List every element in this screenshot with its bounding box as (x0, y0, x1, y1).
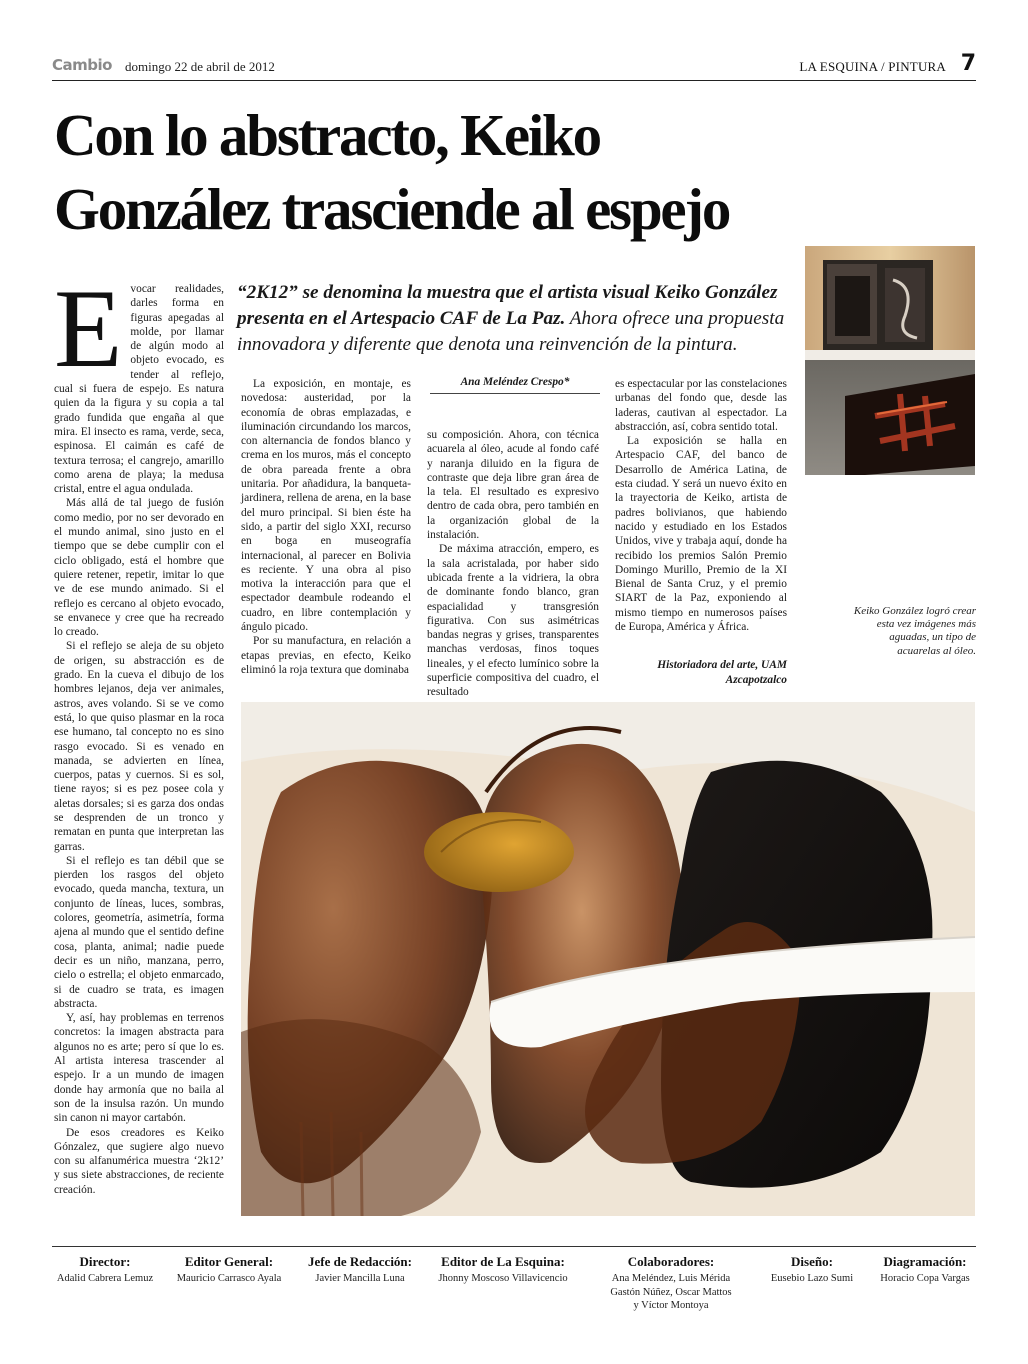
credit-names (300, 1272, 420, 1286)
headline-line-2: González trasciende al espejo (54, 176, 730, 242)
page-header (52, 51, 976, 80)
credit-names (52, 1272, 158, 1286)
signature-line-1: Historiadora del arte, UAM (657, 659, 787, 671)
lede-rest: Ahora ofrece una propuesta innovadora y diferente que denota una reinvención de la pintura. (237, 308, 785, 355)
gallery-photo-image (805, 246, 975, 475)
credit-role: Diagramación: (883, 1254, 967, 1269)
credit-role: Diseño: (791, 1254, 833, 1269)
page-number: 7 (960, 51, 976, 76)
paragraph: La exposición se halla en Artespacio CAF, del banco de Desarrollo de América Latina, de esta ciudad. Y será un nuevo éxito en la trayectoria de Keiko, artista de padres bolivianos, que habiendo nacido y estudiado en los Estados Unidos, vive y trabaja aquí, donde ha recibido los premios Salón Premio Domingo Murillo, Premio de la XI Bienal de Santa Cruz, y el premio SIART de la Paz, exponiendo al mismo tiempo en numerosos países de Europa, América y África. (615, 435, 787, 634)
credit-block (428, 1254, 578, 1286)
credit-name: Eusebio Lazo Sumi (770, 1273, 854, 1284)
credit-names (588, 1272, 754, 1313)
credit-block (168, 1254, 290, 1286)
credit-name: Gastón Núñez, Oscar Mattos (610, 1286, 732, 1298)
footer-divider (52, 1246, 976, 1247)
credit-name: Horacio Copa Vargas (880, 1273, 970, 1284)
article-lede (237, 280, 797, 358)
paragraph-text: vocar realidades, darles forma en figuras apegadas al molde, por llamar de algún modo al objeto evocado, es tender al reflejo, cual si fuera de espejo. Es natura quien da la figura y su copia a tal grado fundida que engaña al que mira. El insecto es rama, verde, seca, espinosa. El caimán es café de textura terrosa; el cangrejo, amarillo como arena de playa; la medusa cristal, entre el agua ondulada. (54, 283, 224, 496)
abstract-painting (241, 702, 975, 1216)
signature-line-2: Azcapotzalco (725, 674, 787, 686)
drop-cap: E (54, 267, 123, 391)
paragraph: De esos creadores es Keiko Gónzalez, que sugiere algo nuevo con su alfanumérica muestra ‘2k12’ y sus siete abstracciones, de reciente creación. (54, 1126, 224, 1196)
gallery-photo (805, 246, 975, 475)
credit-names (168, 1272, 290, 1286)
paragraph: Más allá de tal juego de fusión como medio, por no ser devorado en el mundo animal, sino justo en el tiempo que se debe cumplir con el ciclo obligado, está el hombre que quiere retener, repetir, imitar lo que ve de ese mundo animado. Si el reflejo es cercano al objeto evocado, se envanece y cree que ha recreado lo creado. (54, 497, 224, 639)
credit-block (762, 1254, 862, 1286)
credit-role: Jefe de Redacción: (308, 1254, 412, 1269)
credit-role: Colaboradores: (627, 1254, 715, 1269)
credit-name: Javier Mancilla Luna (315, 1273, 405, 1284)
header-divider (52, 80, 976, 81)
section-title: LA ESQUINA / PINTURA (799, 59, 946, 74)
paragraph: De máxima atracción, empero, es la sala acristalada, por haber sido ubicada frente a la vidriera, la obra de dominante fondo blanco, gran espacialidad y transgresión figurativa. Con sus asimétricas bandas negras y grises, transparentes manchas verdosas, finos toques lineales, y el efecto lumínico sobre la superficie compositiva del cuadro, el resultado (427, 543, 599, 699)
paragraph: su composición. Ahora, con técnica acuarela al óleo, acude al fondo café y naranja diluido en la figura de contraste que deja libre gran área de la tela. El resultado es expresivo dentro de cada obra, pero también en la organización global de la instalación. (427, 429, 599, 542)
newspaper-brand: Cambio (52, 56, 112, 74)
credit-role: Editor de La Esquina: (441, 1254, 565, 1269)
paragraph: Y, así, hay problemas en terrenos concretos: la imagen abstracta para algunos no es arte; pero sí que lo es. Al artista interesa trascender al espejo. Ir a un mundo de imagen donde hay armonía que no baila al son de la insulsa razón. Un mundo sin canon ni mayor cartabón. (54, 1012, 224, 1125)
article-column-2 (241, 377, 411, 677)
paragraph: Si el reflejo se aleja de su objeto de origen, su abstracción es de grado. En la cueva el dibujo de los hombres lejanos, deja ver animales, astros, aves volando. Si se ve como está, lo que quiso plasmar en la roca ese humano, tal concepto no es sino rasgo evocado. Si es venado en manada, se advierten en línea, cuerpos, patas y cuernos. Si es sol, tiene rayos; si es pez posee cola y aletas dorsales; si es garza dos ondas se desprenden de un tronco y rematan en punta que interpretan las garras. (54, 640, 224, 853)
paragraph: Si el reflejo es tan débil que se pierden los rasgos del objeto evocado, queda mancha, textura, un conjunto de líneas, luces, sombras, colores, geometría, asimetría, forma ajena al mundo que el sentido define cosa, planta, animal; nadie puede decir es un niño, manzana, perro, cielo o estrella; el objeto enmarcado, si de cuadro se trata, es imagen abstracta. (54, 854, 224, 1010)
article-headline (54, 98, 814, 246)
credit-name: Ana Meléndez, Luis Mérida (611, 1273, 731, 1284)
credit-role: Director: (79, 1254, 131, 1269)
photo-caption: Keiko González logró crear esta vez imágenes más aguadas, un tipo de acuarelas al óleo. (853, 605, 976, 657)
issue-date: domingo 22 de abril de 2012 (125, 59, 275, 74)
credit-block (52, 1254, 158, 1286)
credit-names (428, 1272, 578, 1286)
article-column-3 (427, 428, 599, 700)
painting-image (241, 702, 975, 1216)
credit-block (872, 1254, 978, 1286)
paragraph (54, 267, 224, 496)
credit-names (762, 1272, 862, 1286)
byline: Ana Meléndez Crespo* (430, 376, 600, 394)
paragraph: La exposición, en montaje, es novedosa: austeridad, por la economía de obras emplazadas, e iluminación circundando los marcos, con alternancia de fondos blanco y crema en los muros, más el concepto de obra pareada frente a obra unitaria. Por añadidura, la banqueta-jardinera, rellena de arena, en la base del muro principal. Si bien éste ha sido, a partir del siglo XXI, recurso en boga en museografía internacional, al parecer en Bolivia es reciente. Y una obra al piso motiva la interacción para que el espectador deambule rodeando el cuadro, en libre contemplación y ángulo picado. (241, 378, 411, 634)
headline-line-1: Con lo abstracto, Keiko (54, 102, 600, 168)
paragraph: es espectacular por las constelaciones urbanas del fondo que, desde las laderas, cautivan al espectador. La abstracción, así, cobra sentido total. (615, 378, 787, 433)
author-signature (615, 658, 787, 688)
credit-name: Jhonny Moscoso Villavicencio (438, 1273, 568, 1284)
lede-bold: “2K12” se denomina la muestra que el artista visual Keiko González presenta en el Artespacio CAF de La Paz. (237, 282, 778, 329)
credit-names (872, 1272, 978, 1286)
credit-name: Mauricio Carrasco Ayala (176, 1273, 282, 1284)
article-column-4 (615, 377, 787, 634)
credit-role: Editor General: (184, 1254, 274, 1269)
article-column-1 (54, 267, 224, 1197)
credit-block (300, 1254, 420, 1286)
credit-name: Adalid Cabrera Lemuz (56, 1273, 154, 1284)
paragraph: Por su manufactura, en relación a etapas previas, en efecto, Keiko eliminó la roja textura que dominaba (241, 635, 411, 676)
credit-name: y Víctor Montoya (633, 1300, 709, 1311)
credit-block (588, 1254, 754, 1313)
